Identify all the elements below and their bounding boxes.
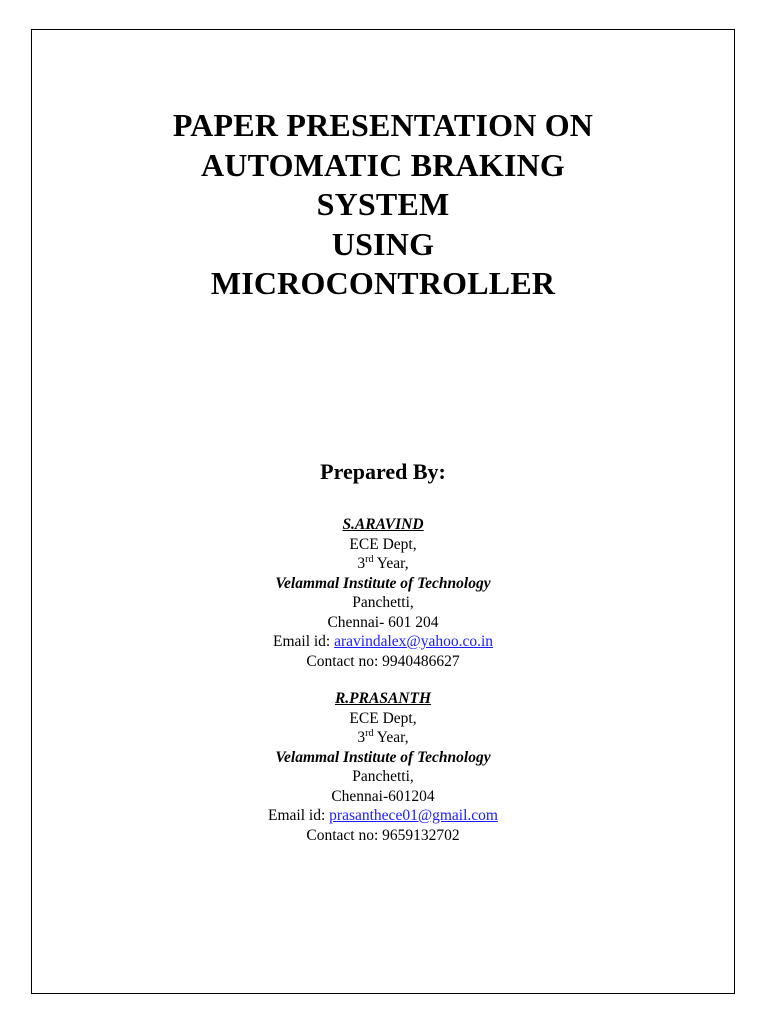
author-place: Panchetti, bbox=[352, 768, 414, 785]
email-link[interactable]: aravindalex@yahoo.co.in bbox=[334, 633, 494, 650]
author-year bbox=[31, 554, 735, 574]
email-label: Email id: bbox=[272, 633, 335, 650]
year-number: 3 bbox=[357, 555, 366, 572]
author-block-2 bbox=[31, 689, 735, 845]
year-label: Year, bbox=[373, 555, 409, 572]
author-institute: Velammal Institute of Technology bbox=[275, 748, 491, 766]
author-email-line bbox=[31, 806, 735, 826]
author-city: Chennai-601204 bbox=[331, 787, 435, 805]
year-suffix: rd bbox=[365, 727, 374, 739]
prepared-by-heading: Prepared By: bbox=[320, 459, 446, 484]
title-line: SYSTEM bbox=[316, 186, 450, 222]
author-year bbox=[31, 728, 735, 748]
author-city: Chennai- 601 204 bbox=[327, 613, 439, 631]
title-line: USING bbox=[331, 225, 435, 262]
title-line: MICROCONTROLLER bbox=[210, 265, 556, 301]
author-block-1 bbox=[31, 515, 735, 671]
email-label: Email id: bbox=[268, 807, 330, 824]
author-dept: ECE Dept, bbox=[349, 709, 417, 727]
year-suffix: rd bbox=[365, 553, 374, 565]
author-dept: ECE Dept, bbox=[349, 535, 417, 553]
year-label: Year, bbox=[373, 729, 409, 746]
author-name: R.PRASANTH bbox=[334, 690, 432, 707]
year-number: 3 bbox=[357, 729, 366, 746]
author-place: Panchetti, bbox=[352, 594, 414, 611]
author-email-line bbox=[31, 632, 735, 652]
author-contact: Contact no: 9940486627 bbox=[306, 652, 460, 670]
author-institute: Velammal Institute of Technology bbox=[275, 574, 491, 592]
title-line: AUTOMATIC BRAKING bbox=[200, 146, 566, 183]
author-contact: Contact no: 9659132702 bbox=[306, 826, 460, 844]
author-name: S.ARAVIND bbox=[342, 516, 424, 533]
document-title bbox=[31, 106, 735, 304]
title-line: PAPER PRESENTATION ON bbox=[172, 107, 594, 143]
email-link[interactable]: prasanthece01@gmail.com bbox=[329, 807, 498, 824]
